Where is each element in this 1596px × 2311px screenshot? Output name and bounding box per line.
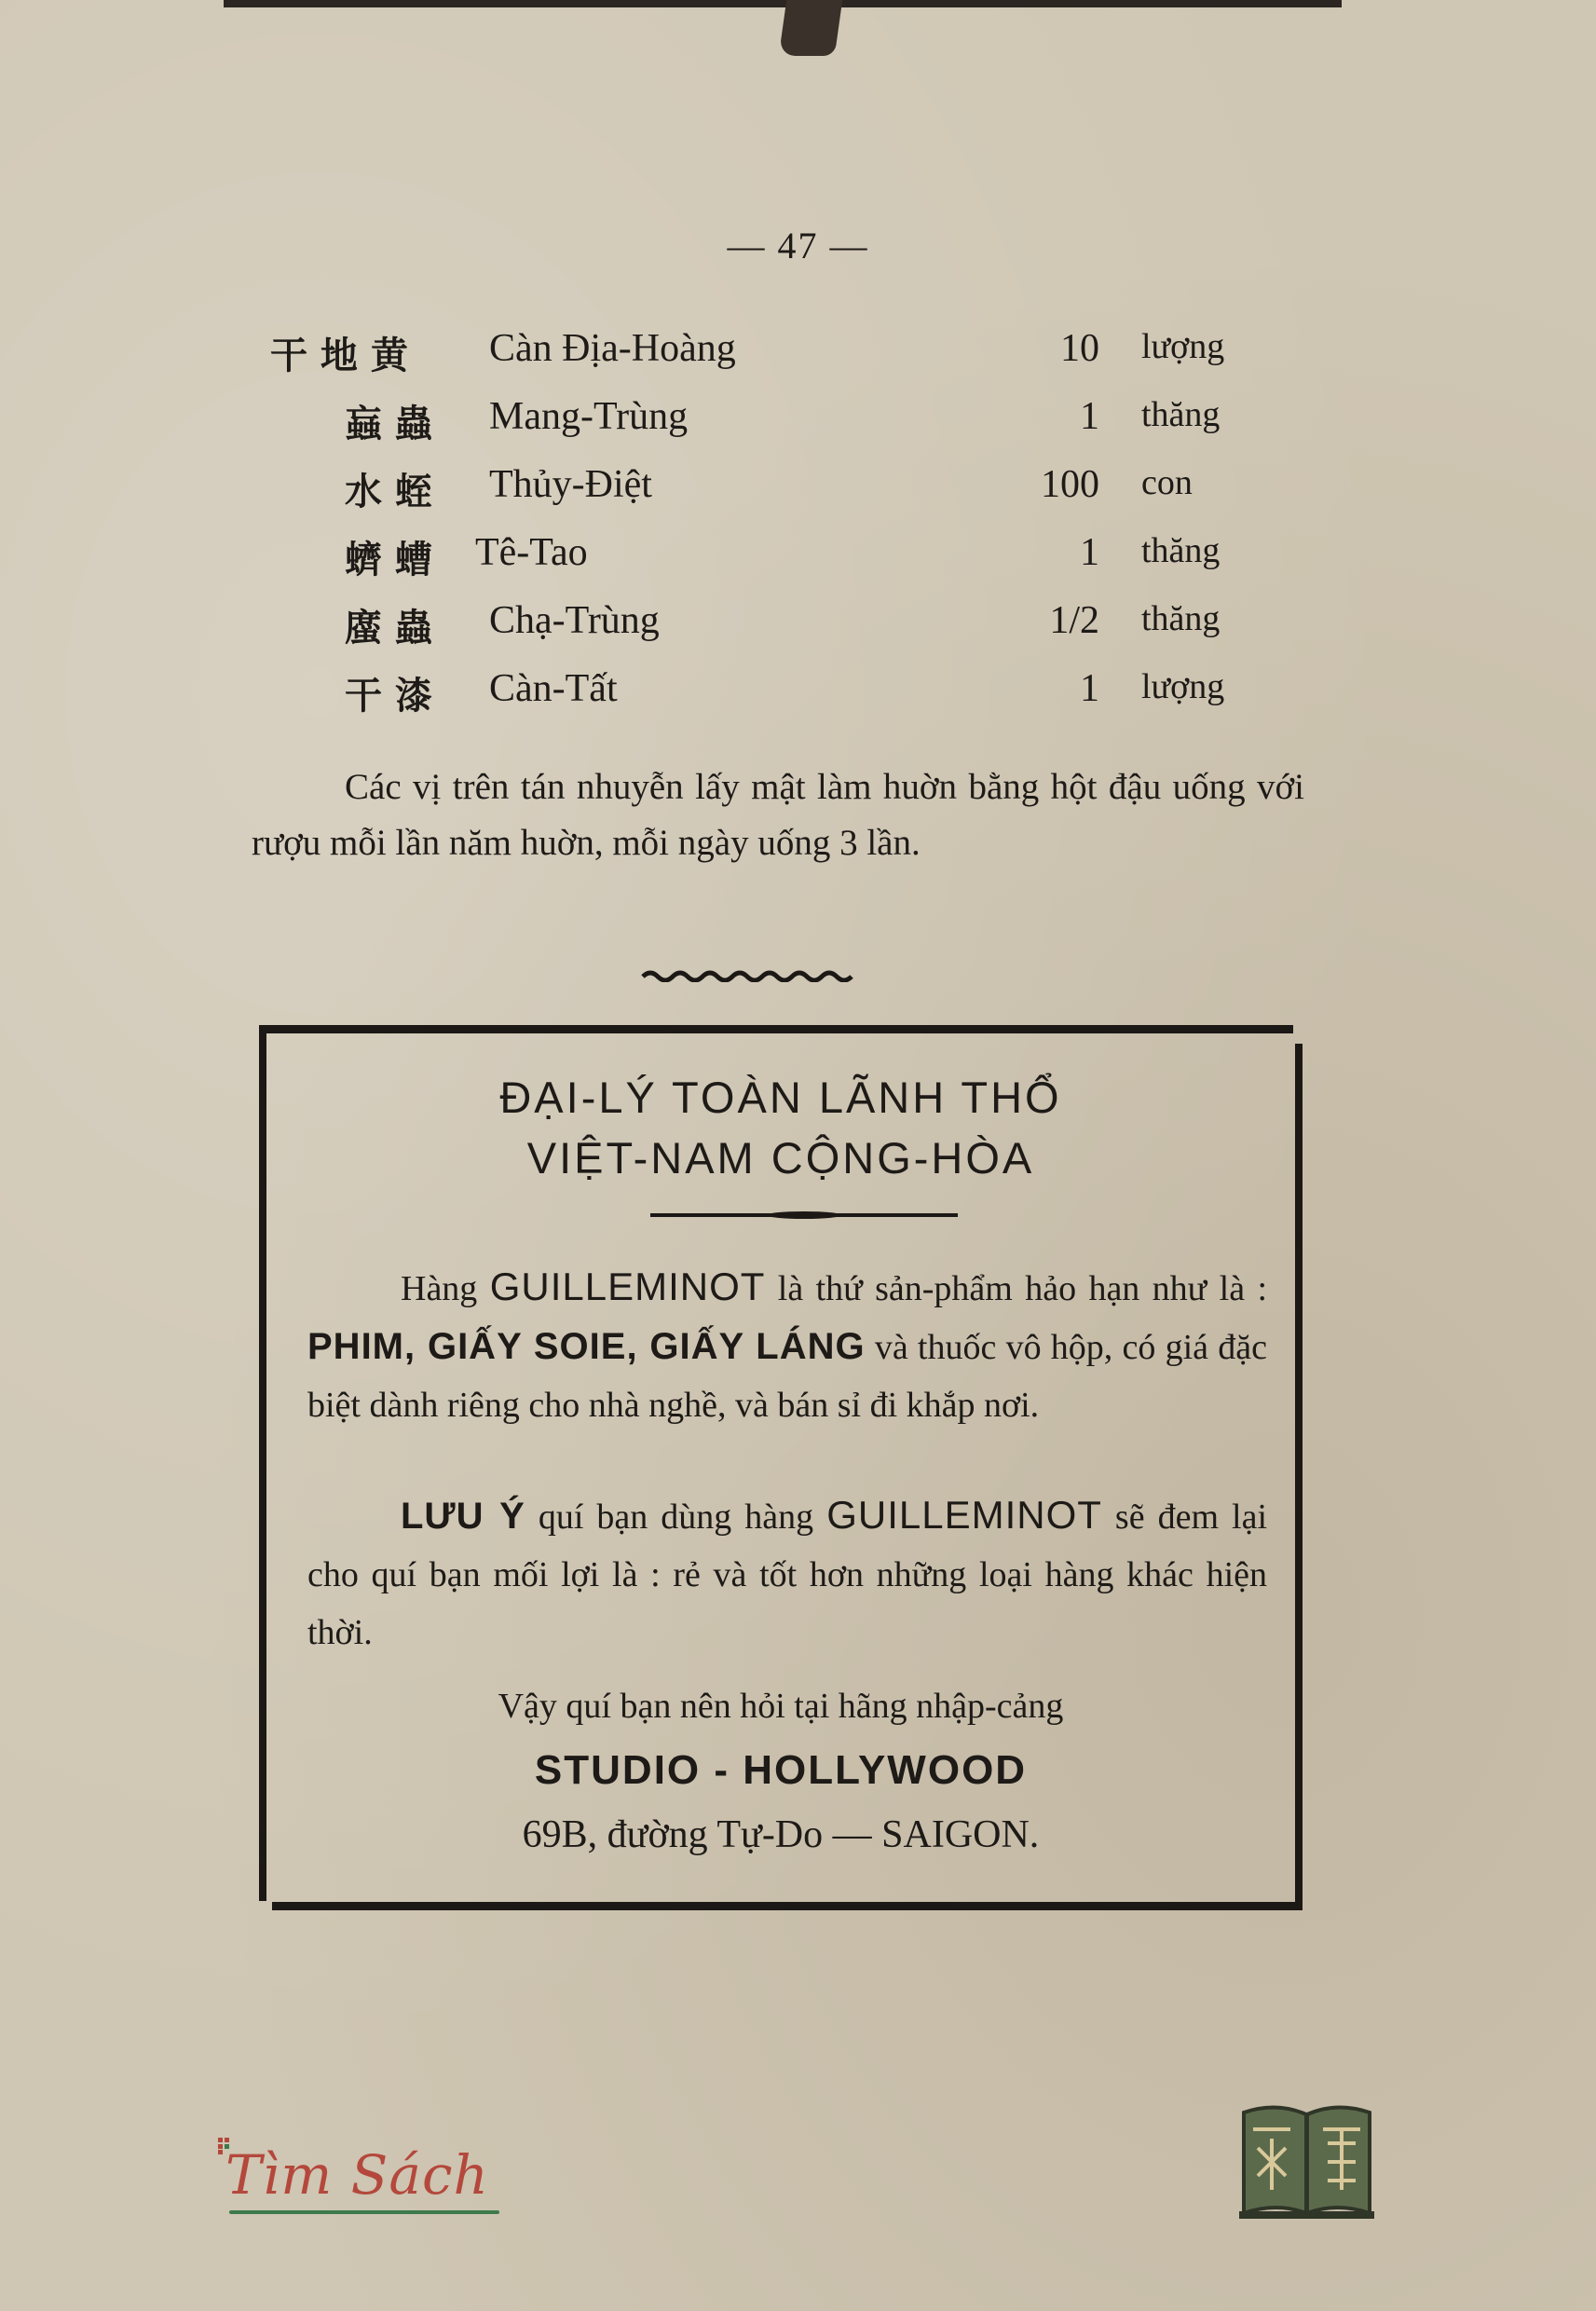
ingredient-name: Thủy-Điệt [489, 463, 652, 506]
ornamental-divider [650, 1211, 958, 1219]
ingredient-han-name: 蝱 蟲 [345, 402, 432, 445]
ingredient-row [270, 530, 1276, 598]
ingredient-han-name: 蠐 螬 [345, 538, 432, 581]
open-book-logo-icon [1235, 2101, 1379, 2222]
ingredient-han-name: 䗪 蟲 [345, 606, 432, 650]
ingredient-row [270, 326, 1276, 394]
ad-border [272, 1902, 1303, 1910]
timsach-logo [220, 2143, 509, 2218]
ingredient-row [270, 666, 1276, 734]
logo-text: Tìm Sách [225, 2143, 489, 2207]
ingredient-unit: thăng [1141, 531, 1221, 570]
ad-call-to-action: Vậy quí bạn nên hỏi tại hãng nhập-cảng [498, 1687, 1064, 1726]
ad-text: và thuốc vô hộp, có giá đặc biệt dành riêng cho nhà nghề, và bán sỉ đi khắp nơi. [307, 1328, 1267, 1425]
ingredient-unit: thăng [1141, 395, 1221, 434]
ingredient-name: Mang-Trùng [489, 395, 689, 438]
ad-title: ĐẠI-LÝ TOÀN LÃNH THỔ [499, 1073, 1062, 1122]
ad-text: sẽ đem lại cho quí bạn mối lợi là : rẻ và tốt hơn những loại hàng khác hiện thời. [307, 1497, 1268, 1652]
binding-tab [779, 0, 842, 56]
ingredient-quantity: 10 [1060, 327, 1099, 370]
ad-text: là thứ sản-phẩm hảo hạn như là : [765, 1269, 1267, 1308]
note-label: LƯU Ý [401, 1496, 525, 1537]
page-number: — 47 — [727, 225, 869, 267]
product-list: PHIM, GIẤY SOIE, GIẤY LÁNG [307, 1326, 866, 1367]
preparation-instruction: Các vị trên tán nhuyễn lấy mật làm huờn bằng hột đậu uống với rượu mỗi lần năm huờn, mỗi ngày uống 3 lần. [252, 767, 1304, 863]
ingredient-name: Càn-Tất [489, 667, 618, 710]
company-name: STUDIO - HOLLYWOOD [534, 1747, 1028, 1793]
ingredient-quantity: 1 [1080, 667, 1099, 710]
ingredient-row [270, 598, 1276, 666]
ingredient-han-name: 干 地 黄 [270, 334, 408, 377]
ingredient-name: Càn Địa-Hoàng [489, 327, 736, 370]
page-top-edge [224, 0, 1342, 7]
ingredient-quantity: 1 [1080, 395, 1099, 438]
brand-name: GUILLEMINOT [826, 1493, 1102, 1537]
ingredient-unit: lượng [1141, 667, 1225, 706]
brand-name: GUILLEMINOT [489, 1265, 766, 1308]
ad-text: quí bạn dùng hàng [525, 1497, 827, 1537]
ad-paragraph [307, 1258, 1267, 1434]
ingredient-row [270, 462, 1276, 530]
ingredient-unit: thăng [1141, 599, 1221, 638]
ingredient-unit: con [1141, 463, 1193, 502]
ingredient-han-name: 水 蛭 [345, 470, 432, 513]
ingredient-quantity: 1/2 [1049, 599, 1099, 642]
wavy-divider [641, 969, 860, 982]
ingredient-row [270, 394, 1276, 462]
logo-underline [229, 2210, 499, 2214]
ad-paragraph [307, 1486, 1267, 1661]
ingredient-list [270, 326, 1276, 734]
ingredient-unit: lượng [1141, 327, 1225, 366]
ad-text: Hàng [401, 1269, 490, 1308]
ingredient-han-name: 干 漆 [345, 674, 432, 718]
ingredient-quantity: 100 [1041, 463, 1099, 506]
advertisement-box [259, 1025, 1303, 1910]
ingredient-quantity: 1 [1080, 531, 1099, 574]
ingredient-name: Tê-Tao [475, 531, 588, 574]
ad-border [259, 1025, 1293, 1033]
ingredient-name: Chạ-Trùng [489, 599, 660, 642]
ad-subtitle: VIỆT-NAM CỘNG-HÒA [526, 1133, 1035, 1183]
company-address: 69B, đường Tự-Do — SAIGON. [522, 1813, 1040, 1856]
